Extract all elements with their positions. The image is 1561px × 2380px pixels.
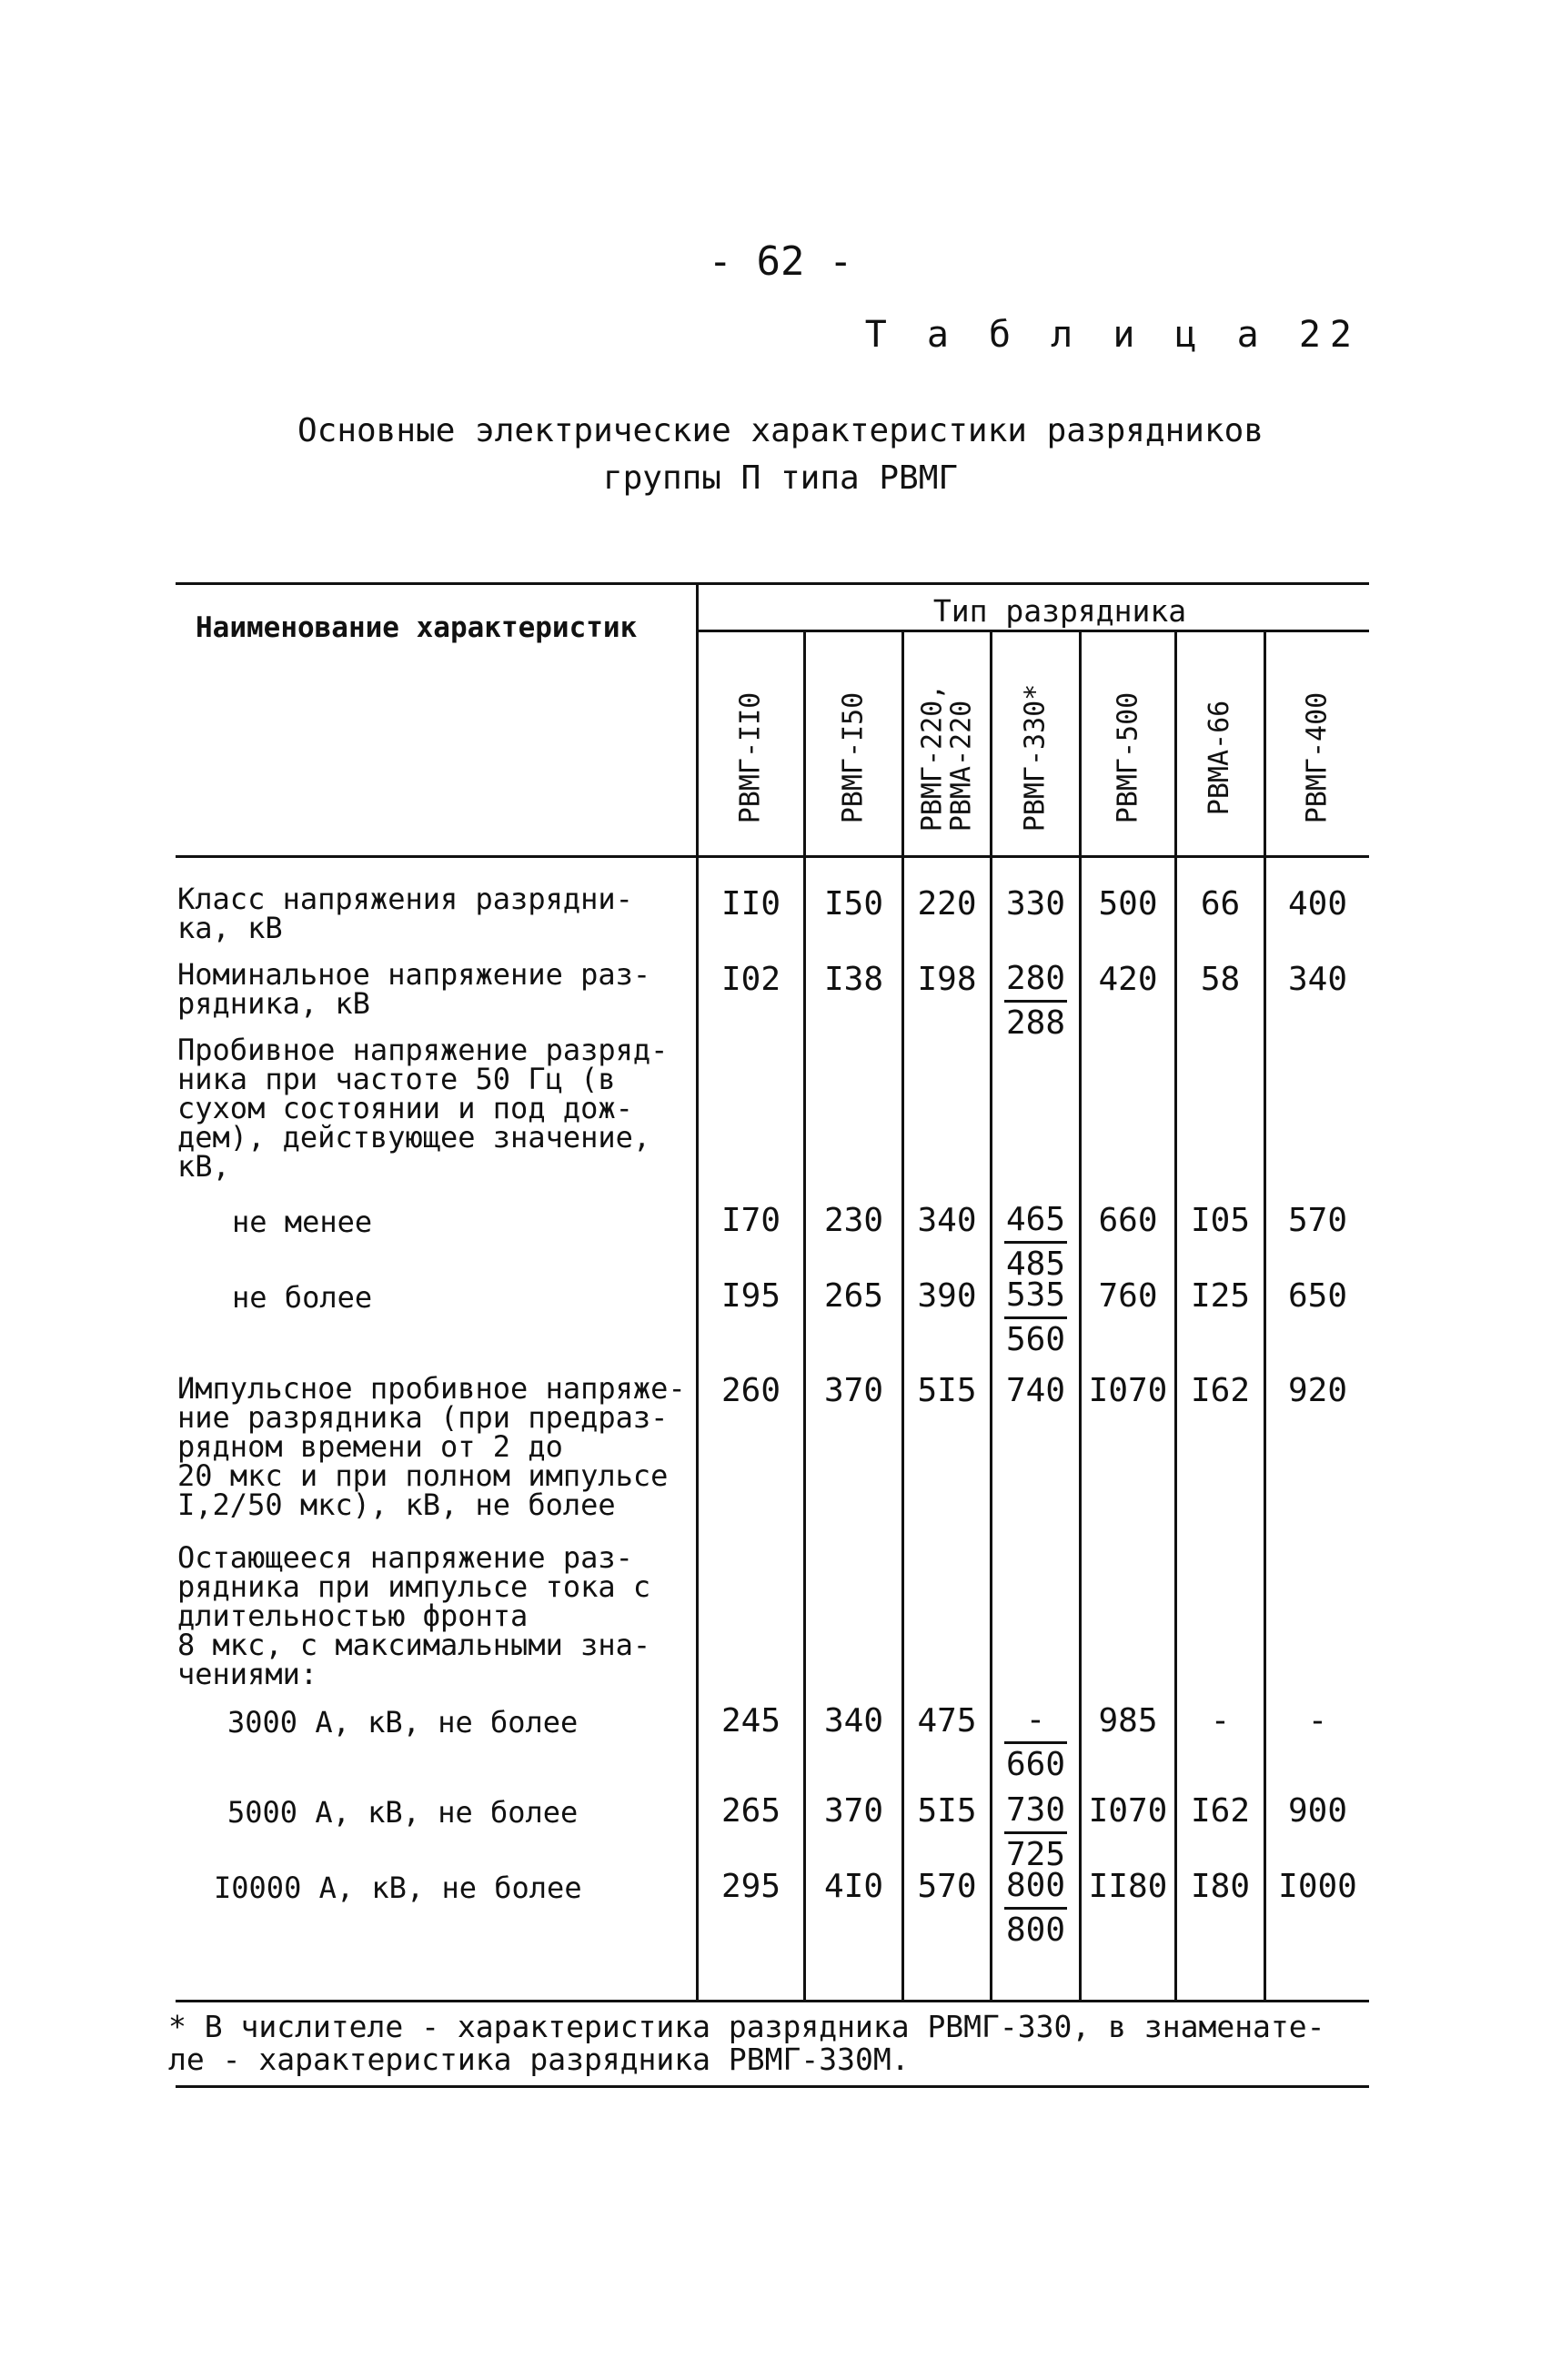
cell-value: 390	[917, 1277, 977, 1315]
cell-value: 340	[1287, 961, 1348, 998]
table-cell	[1082, 958, 1174, 1002]
type-header-cell	[904, 673, 990, 842]
cell-value: 66	[1200, 885, 1241, 923]
header-bottom-rule	[176, 855, 1369, 858]
header-type-group: Тип разрядника	[932, 593, 1187, 629]
cell-value: 500	[1098, 885, 1158, 923]
table-cell	[1266, 1865, 1369, 1909]
cell-value: 5I5	[917, 1372, 977, 1409]
cell-value: 260	[720, 1372, 781, 1409]
cell-value: I98	[917, 961, 977, 998]
table-cell	[1266, 1699, 1369, 1743]
cell-value: -	[1210, 1702, 1231, 1740]
table-cell	[992, 958, 1079, 1045]
table-cell	[992, 1275, 1079, 1362]
denominator-value: 800	[1005, 1911, 1066, 1949]
table-cell	[806, 1199, 901, 1243]
fraction-value	[1004, 1865, 1067, 1951]
cell-value: 340	[823, 1702, 884, 1740]
fraction-value	[1004, 958, 1067, 1044]
cell-value: II0	[720, 885, 781, 923]
type-header-text: РВМГ-330*	[1019, 683, 1052, 832]
type-header-text: РВМГ-400	[1301, 691, 1334, 823]
table-cell	[1082, 1369, 1174, 1413]
denominator-value: 485	[1005, 1245, 1066, 1283]
cell-value: I62	[1190, 1792, 1251, 1830]
table-cell	[1177, 958, 1264, 1002]
table-cell	[992, 1199, 1079, 1286]
table-cell	[699, 1790, 803, 1833]
table-cell	[1082, 1790, 1174, 1833]
cell-value: 570	[1287, 1202, 1348, 1239]
table-cell	[992, 1865, 1079, 1952]
table-cell	[992, 1790, 1079, 1877]
table-cell	[992, 882, 1079, 926]
table-cell	[1082, 1699, 1174, 1743]
cell-value: 340	[917, 1202, 977, 1239]
cell-value: 5I5	[917, 1792, 977, 1830]
cell-value: I070	[1088, 1792, 1168, 1830]
row-label-10000a: I0000 А, кВ, не более	[214, 1871, 582, 1905]
numerator-value: 280	[1004, 958, 1067, 1003]
table-cell	[1082, 1199, 1174, 1243]
row-label-3000a: 3000 А, кВ, не более	[227, 1705, 579, 1740]
table-cell	[699, 1199, 803, 1243]
table-cell	[1266, 958, 1369, 1002]
type-header-text: РВМГ-500	[1112, 691, 1143, 823]
table-cell	[1177, 1699, 1264, 1743]
cell-value: -	[1307, 1702, 1328, 1740]
cell-value: 265	[720, 1792, 781, 1830]
row-label-not-less: не менее	[232, 1205, 373, 1239]
row-label-5000a: 5000 А, кВ, не более	[227, 1795, 579, 1830]
cell-value: 760	[1098, 1277, 1158, 1315]
table-cell	[806, 1275, 901, 1318]
cell-value: I70	[720, 1202, 781, 1239]
numerator-value: 730	[1004, 1790, 1067, 1834]
fraction-value	[1004, 1790, 1067, 1876]
cell-value: 230	[823, 1202, 884, 1239]
cell-value: 740	[1005, 1372, 1066, 1409]
numerator-value: 535	[1004, 1275, 1067, 1319]
cell-value: 475	[917, 1702, 977, 1740]
numerator-value: -	[1004, 1699, 1067, 1744]
table-cell	[904, 1275, 990, 1318]
numerator-value: 800	[1004, 1865, 1067, 1910]
type-header-cell	[992, 673, 1079, 842]
row-label-voltage-class: Класс напряжения разрядни- ка, кВ	[177, 882, 633, 945]
table-cell	[904, 1199, 990, 1243]
table-cell	[806, 1699, 901, 1743]
cell-value: I25	[1190, 1277, 1251, 1315]
type-header-cell	[1082, 673, 1174, 842]
table-cell	[904, 1699, 990, 1743]
table-cell	[1082, 1275, 1174, 1318]
table-cell	[699, 1369, 803, 1413]
table-title-line-1: Основные электрические характеристики разрядников	[297, 412, 1264, 449]
fraction-value	[1004, 1199, 1067, 1286]
cell-value: 370	[823, 1792, 884, 1830]
row-label-breakdown-voltage: Пробивное напряжение разряд- ника при частоте 50 Гц (в сухом состоянии и под дож- дем), действующее значение, кВ,	[177, 1033, 669, 1184]
type-header-cell	[1177, 673, 1264, 842]
cell-value: 420	[1098, 961, 1158, 998]
table-cell	[806, 1790, 901, 1833]
cell-value: 295	[720, 1868, 781, 1905]
header-name-column: Наименование характеристик	[196, 611, 638, 644]
table-cell	[904, 958, 990, 1002]
table-bottom-rule	[176, 2000, 1369, 2002]
table-cell	[699, 1865, 803, 1909]
table-label: Т а б л и ц а 22	[864, 314, 1361, 356]
page-number: - 62 -	[708, 238, 853, 285]
cell-value: I62	[1190, 1372, 1251, 1409]
cell-value: I070	[1088, 1372, 1168, 1409]
table-cell	[806, 882, 901, 926]
cell-value: 220	[917, 885, 977, 923]
cell-value: 985	[1098, 1702, 1158, 1740]
type-header-rule	[696, 630, 1369, 632]
table-cell	[904, 1369, 990, 1413]
table-cell	[1266, 1199, 1369, 1243]
row-label-not-more: не более	[232, 1280, 373, 1315]
cell-value: I80	[1190, 1868, 1251, 1905]
cell-value: 58	[1200, 961, 1241, 998]
cell-value: 245	[720, 1702, 781, 1740]
table-cell	[992, 1699, 1079, 1787]
denominator-value: 288	[1005, 1004, 1066, 1042]
cell-value: 400	[1287, 885, 1348, 923]
table-cell	[699, 1699, 803, 1743]
table-cell	[1177, 882, 1264, 926]
cell-value: I05	[1190, 1202, 1251, 1239]
cell-value: I02	[720, 961, 781, 998]
type-header-text: РВМГ-220, РВМА-220	[916, 683, 977, 832]
denominator-value: 725	[1005, 1836, 1066, 1873]
fraction-value	[1004, 1699, 1067, 1786]
type-header-text: РВМГ-II0	[734, 691, 767, 823]
table-cell	[904, 1865, 990, 1909]
table-cell	[904, 882, 990, 926]
table-cell	[1177, 1275, 1264, 1318]
table-title-line-2: группы П типа РВМГ	[602, 459, 959, 497]
table-cell	[904, 1790, 990, 1833]
numerator-value: 465	[1004, 1199, 1067, 1244]
table-cell	[699, 958, 803, 1002]
type-header-cell	[1266, 673, 1369, 842]
table-cell	[699, 1275, 803, 1318]
table-cell	[1177, 1865, 1264, 1909]
cell-value: 330	[1005, 885, 1066, 923]
cell-value: 900	[1287, 1792, 1348, 1830]
cell-value: II80	[1088, 1868, 1168, 1905]
denominator-value: 660	[1005, 1746, 1066, 1783]
table-cell	[1266, 1275, 1369, 1318]
fraction-value	[1004, 1275, 1067, 1361]
cell-value: I95	[720, 1277, 781, 1315]
row-label-impulse-breakdown: Импульсное пробивное напряже- ние разрядника (при предраз- рядном времени от 2 до 20 мкс и при полном импульсе I,2/50 мкс), кВ, не более	[177, 1371, 686, 1522]
table-cell	[1177, 1790, 1264, 1833]
table-cell	[806, 958, 901, 1002]
cell-value: I50	[823, 885, 884, 923]
table-title	[0, 408, 1561, 502]
table-cell	[1177, 1199, 1264, 1243]
table-top-rule	[176, 582, 1369, 585]
table-cell	[806, 1865, 901, 1909]
cell-value: 570	[917, 1868, 977, 1905]
cell-value: 265	[823, 1277, 884, 1315]
cell-value: I000	[1278, 1868, 1357, 1905]
row-label-rated-voltage: Номинальное напряжение раз- рядника, кВ	[177, 957, 651, 1021]
denominator-value: 560	[1005, 1321, 1066, 1358]
cell-value: 660	[1098, 1202, 1158, 1239]
table-cell	[1266, 1369, 1369, 1413]
table-cell	[1082, 882, 1174, 926]
table-cell	[992, 1369, 1079, 1413]
table-cell	[1082, 1865, 1174, 1909]
cell-value: 4I0	[823, 1868, 884, 1905]
footnote-bottom-rule	[176, 2085, 1369, 2088]
table-cell	[1266, 1790, 1369, 1833]
type-header-text: РВМГ-I50	[837, 691, 870, 823]
row-label-residual-voltage: Остающееся напряжение раз- рядника при импульсе тока с длительностью фронта 8 мкс, с максимальными зна- чениями:	[177, 1540, 651, 1691]
cell-value: I38	[823, 961, 884, 998]
type-header-cell	[806, 673, 901, 842]
cell-value: 370	[823, 1372, 884, 1409]
cell-value: 650	[1287, 1277, 1348, 1315]
table-cell	[1177, 1369, 1264, 1413]
footnote: * В числителе - характеристика разрядника РВМГ-330, в знаменате- ле - характеристика разрядника РВМГ-330М.	[168, 2009, 1325, 2077]
cell-value: 920	[1287, 1372, 1348, 1409]
type-header-text: РВМА-66	[1203, 700, 1236, 815]
table-cell	[1266, 882, 1369, 926]
type-header-cell	[699, 673, 803, 842]
table-cell	[699, 882, 803, 926]
table-cell	[806, 1369, 901, 1413]
